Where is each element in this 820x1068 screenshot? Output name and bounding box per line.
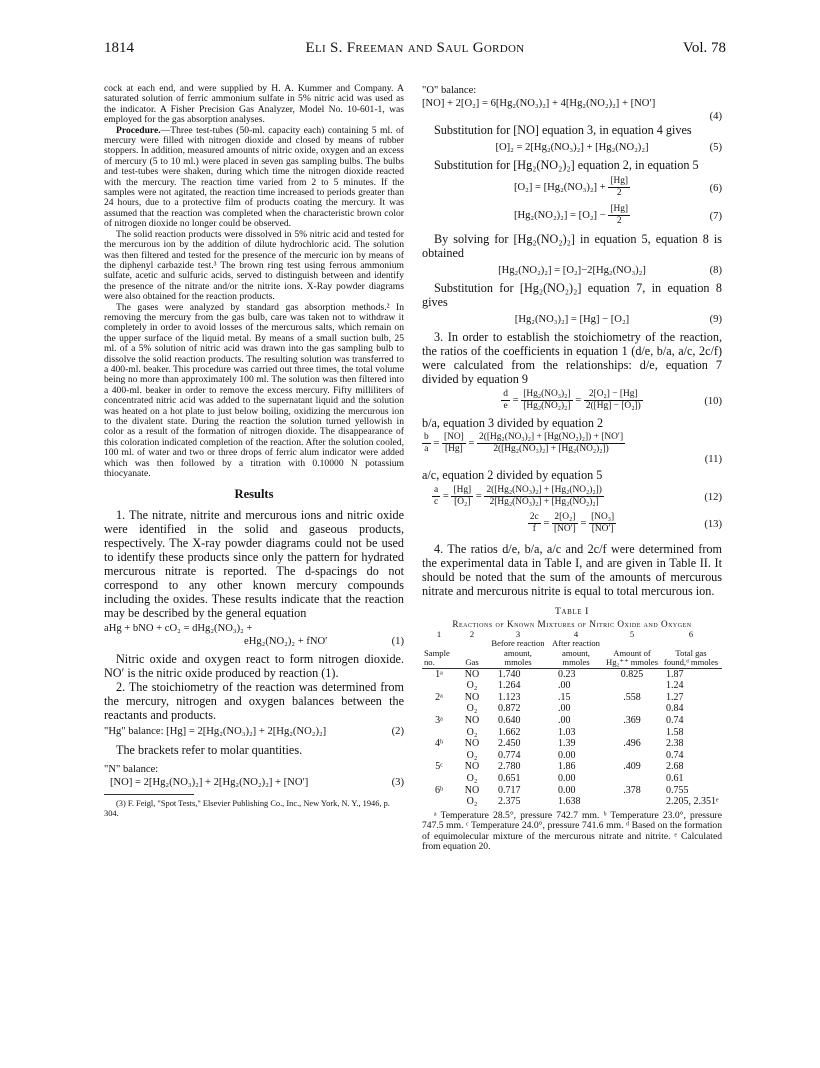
equation-5-number: (5) xyxy=(709,142,722,153)
equation-10-number: (10) xyxy=(704,396,722,407)
table-1 xyxy=(422,606,722,852)
table-cell: NO xyxy=(464,715,480,726)
equation-5-text: [O]₂ = 2[Hg₂(NO₃)₂] + [Hg₂(NO₂)₂] xyxy=(495,142,649,153)
eq13-left-den: f xyxy=(532,524,536,535)
table-cell: 1ᵃ xyxy=(435,668,443,680)
table-cell: 0.640 xyxy=(498,715,521,726)
eq11-left-fraction xyxy=(422,432,431,455)
header-gas: Gas xyxy=(465,657,479,668)
table-cell xyxy=(422,750,456,762)
equation-11-number: (11) xyxy=(704,454,722,465)
eq10-left-fraction xyxy=(501,389,510,412)
table-cell: 4ᵇ xyxy=(434,738,444,750)
table-label: Table I xyxy=(555,606,589,617)
table-cell: NO xyxy=(464,784,480,796)
eq13-middle-num: 2[O₂] xyxy=(552,512,578,524)
equation-7-fraction xyxy=(608,204,630,227)
table-cell: .15 xyxy=(558,691,571,703)
table-cell: .369 xyxy=(623,715,641,726)
eq10-right-den: 2([Hg] − [O₂]) xyxy=(585,401,641,412)
table-cell: 0.00 xyxy=(558,784,576,796)
eq12-left-den: c xyxy=(434,497,439,508)
eq12-right-den: 2[Hg₂(NO₃)₂] + [Hg₂(NO₂)₂] xyxy=(489,497,599,508)
substitution-text-3: Substitution for [Hg₂(NO₂)₂] equation 7, in equation 8 gives xyxy=(422,281,722,309)
table-cell: 1.123 xyxy=(498,691,521,703)
table-cell: O₂ xyxy=(466,680,478,692)
table-row xyxy=(422,692,722,704)
table-header-row xyxy=(422,639,722,668)
table-cell: .00 xyxy=(558,715,571,726)
table-body xyxy=(422,668,722,808)
equation-2 xyxy=(104,725,404,738)
eq12-left-fraction xyxy=(432,485,440,508)
left-column xyxy=(104,84,404,818)
equation-12-number: (12) xyxy=(704,492,722,503)
equation-1-line-a: aHg + bNO + cO₂ = dHg₂(NO₃)₂ + xyxy=(104,623,253,635)
col-num-2: 2 xyxy=(469,629,475,639)
eq12-middle-num: [Hg] xyxy=(453,485,472,496)
footnote-rule xyxy=(104,794,194,795)
table-row xyxy=(422,680,722,692)
table-cell: 1.86 xyxy=(558,761,576,773)
eq12-middle-den: [O₂] xyxy=(454,497,471,508)
header-total: Total gas found,ᵈ mmoles xyxy=(663,647,719,668)
solid-products-paragraph: The solid reaction products were dissolved in 5% nitric acid and tested for the mercurous ion by the addition of dilute hydrochloric acid. The solution was then filtered and tested for the presence of the mercuric ion by means of the diphenyl carbazide test.³ The brown ring test using ferrous ammonium sulfate, acetic and sulfuric acids, served to distinguish between and identify the presence of the nitrate and/or the nitrite ions. X-Ray powder diagrams were also obtained for the reaction products. xyxy=(104,228,404,303)
table-cell: 0.84 xyxy=(666,703,684,715)
table-row xyxy=(422,715,722,727)
col-num-5: 5 xyxy=(629,629,635,639)
eq12-middle-fraction xyxy=(451,485,473,508)
table-cell: 0.755 xyxy=(666,784,689,796)
table-cell: 0.74 xyxy=(666,715,684,726)
table-cell: 1.264 xyxy=(498,680,521,692)
table-cell: NO xyxy=(464,761,480,773)
table-row xyxy=(422,750,722,762)
table-cell xyxy=(604,680,660,692)
table-cell: NO xyxy=(464,668,480,680)
equation-4-number: (4) xyxy=(709,111,722,122)
eq11-right-fraction xyxy=(477,432,625,455)
procedure-text: —Three test-tubes (50-ml. capacity each) containing 5 ml. of mercury were filled with nitrogen dioxide and closed by means of rubber stoppers. In addition, measured amounts of nitric oxide, oxygen and an excess of mercury (5 to 10 ml.) were placed in seven gas sampling bulbs. The bulbs and test-tubes were shaken, during which time the nitrogen dioxide reacted with the mercury. The reaction time varied from 2 to 5 minutes. If the samples were not agitated, the reaction time increased to periods greater than 24 hours, due to a protective film of products coating the mercury. It was assumed that the reaction was completed when the characteristic brown color of nitrogen dioxide no longer could be observed. xyxy=(104,124,404,230)
table-cell xyxy=(604,750,660,762)
equation-6-fraction xyxy=(608,176,630,199)
table-cell: 2.68 xyxy=(666,761,684,773)
equation-13: $\frac{2c}{f}$ = $\frac{\text{2[O₂]}}{[NO']}$ = $\frac{\text{[NO₃]}}{[NO']}$ (13) xyxy=(529,512,722,535)
eq10-middle-fraction xyxy=(521,389,572,412)
eq12-left-num: a xyxy=(434,485,439,496)
running-header xyxy=(104,40,726,62)
eq11-left-den: a xyxy=(424,444,429,455)
equation-6-number: (6) xyxy=(709,183,722,194)
header-after: After reaction amount, mmoles xyxy=(552,638,600,668)
equation-3 xyxy=(104,776,404,789)
table-cell: 0.717 xyxy=(498,784,521,796)
table-cell: .378 xyxy=(623,784,641,796)
eq12-right-fraction xyxy=(484,485,604,508)
table-cell: 2.780 xyxy=(498,761,521,773)
eq11-middle-den: [Hg] xyxy=(445,444,463,455)
table-cell: 2.450 xyxy=(498,738,521,750)
equation-7-text: [Hg₂(NO₂)₂] = [O₂] − xyxy=(513,210,606,221)
table-cell: O₂ xyxy=(466,749,478,761)
table-cell: 2ᵃ xyxy=(435,691,443,703)
table-cell: 0.651 xyxy=(498,772,521,784)
results-paragraph-1b: Nitric oxide and oxygen react to form nitrogen dioxide. NO′ is the nitric oxide produced by reaction (1). xyxy=(104,652,404,681)
equation-13-number: (13) xyxy=(704,519,722,530)
equation-9-text: [Hg₂(NO₃)₂] = [Hg] − [O₂] xyxy=(514,314,630,325)
table-cell: 0.774 xyxy=(498,749,521,761)
table-cell: NO xyxy=(464,691,480,703)
equation-10: $\frac{d}{e}$ = $\frac{\text{[Hg₂(NO₃)₂]}}{\text{[Hg₂(NO₂)₂]}}$ = $\frac{\text{2[O₂] − [Hg]}}{\text{2([Hg] − [O₂])}}$ (10) xyxy=(503,389,722,412)
eq13-middle-fraction xyxy=(552,512,578,535)
table-row xyxy=(422,727,722,739)
results-paragraph-1: 1. The nitrate, nitrite and mercurous ions and nitric oxide were identified in the solid and gaseous products, respectively. The X-ray powder diagrams could not be used to identify these products since only the pattern for hydrated mercurous nitrate is reported. The d-spacings do not correspond to any other known mercury compounds including the oxides. These results indicate that the reaction may be described by the general equation xyxy=(104,508,404,621)
equation-7-number: (7) xyxy=(709,211,722,222)
table-cell: 2.205, 2.351ᵉ xyxy=(666,796,719,808)
col-num-6: 6 xyxy=(688,629,694,639)
table-cell: 1.03 xyxy=(558,726,576,738)
equation-6 xyxy=(422,176,722,200)
eq10-right-num: 2[O₂] − [Hg] xyxy=(584,389,643,401)
equation-7-denominator: 2 xyxy=(616,216,622,227)
col-num-1: 1 xyxy=(436,629,442,639)
table-cell: 0.74 xyxy=(666,749,684,761)
table-cell: 1.638 xyxy=(558,796,581,808)
equation-5 xyxy=(422,141,722,154)
ratio-b-a-text: b/a, equation 3 divided by equation 2 xyxy=(422,416,604,430)
table-row xyxy=(422,773,722,785)
table-cell: .496 xyxy=(623,738,641,750)
eq11-middle-num: [NO] xyxy=(443,432,464,443)
equation-2-number: (2) xyxy=(391,726,404,738)
table-cell xyxy=(422,727,456,739)
table-cell xyxy=(422,773,456,785)
eq13-right-num: [NO₃] xyxy=(591,512,615,523)
col-num-3: 3 xyxy=(515,629,521,639)
table-cell: 1.58 xyxy=(666,726,684,738)
ratios-paragraph: 4. The ratios d/e, b/a, a/c and 2c/f were determined from the experimental data in Table I, and are given in Table II. It should be noted that the sum of the amounts of mercurous nitrate and mercurous nitrite is equal to total mercurous ion. xyxy=(422,542,722,598)
table-row xyxy=(422,703,722,715)
eq11-middle-fraction xyxy=(442,432,466,455)
table-cell: 1.39 xyxy=(558,738,576,750)
table-cell: 3ᵃ xyxy=(435,715,443,726)
eq13-right-fraction xyxy=(589,512,616,535)
table-cell: .00 xyxy=(558,703,571,715)
table-cell: 0.23 xyxy=(558,668,576,680)
table-cell: 5ᶜ xyxy=(435,761,443,773)
equation-9 xyxy=(422,313,722,326)
table-row xyxy=(422,796,722,808)
table-cell xyxy=(604,727,660,739)
equation-7-numerator: [Hg] xyxy=(610,204,629,215)
eq11-right-den: 2([Hg₂(NO₃)₂] + [Hg₂(NO₂)₂]) xyxy=(493,444,609,455)
eq10-right-fraction xyxy=(584,389,643,412)
equation-1 xyxy=(104,622,404,648)
results-heading: Results xyxy=(234,487,274,502)
equation-3-text: [NO] = 2[Hg₂(NO₃)₂] + 2[Hg₂(NO₂)₂] + [NO′] xyxy=(110,777,309,789)
right-column xyxy=(422,84,722,852)
table-cell: 0.00 xyxy=(558,772,576,784)
substitution-text-1: Substitution for [NO] equation 3, in equation 4 gives xyxy=(434,123,692,137)
table-cell: O₂ xyxy=(466,796,478,808)
table-cell xyxy=(604,703,660,715)
table-cell: 1.27 xyxy=(666,691,684,703)
eq10-left-den: e xyxy=(503,401,508,412)
header-authors: Eli S. Freeman and Saul Gordon xyxy=(305,40,525,56)
table-1-grid xyxy=(422,630,722,808)
table-cell xyxy=(604,796,660,808)
materials-paragraph: cock at each end, and were supplied by H. A. Kummer and Company. A saturated solution of ferric ammonium sulfate in 5% nitric acid was used as the indicator. A Fisher Precision Gas Analyzer, Model No. 10-601-1, was employed for the gas absorption analyses. xyxy=(104,83,404,126)
equation-8 xyxy=(422,264,722,277)
table-cell: O₂ xyxy=(466,772,478,784)
table-row xyxy=(422,668,722,680)
stoichiometry-paragraph: 3. In order to establish the stoichiometry of the reaction, the ratios of the coefficients in equation 1 (d/e, b/a, a/c, 2c/f) were calculated from the relationships: d/e, equation 7 divided by equation 9 xyxy=(422,330,722,386)
equation-3-number: (3) xyxy=(391,777,404,789)
table-cell: 1.662 xyxy=(498,726,521,738)
equation-11: $\frac{b}{a}$ = $\frac{[NO]}{[Hg]}$ = $\frac{\text{2([Hg₂(NO₃)₂] + [Hg(NO₂)₂]) + [NO′]}}{\text{2([Hg₂(NO₃)₂] + [Hg₂(NO₂)₂])}}$ (11) xyxy=(424,432,722,465)
brackets-note: The brackets refer to molar quantities. xyxy=(116,743,303,758)
table-cell: O₂ xyxy=(466,703,478,715)
equation-6-text: [O₂] = [Hg₂(NO₃)₂] + xyxy=(513,182,606,193)
header-hg: Amount of Hg₂⁺⁺ mmoles xyxy=(606,647,658,668)
table-cell: 6ᵇ xyxy=(434,784,444,796)
table-caption: Reactions of Known Mixtures of Nitric Oxide and Oxygen xyxy=(452,619,692,629)
table-cell: O₂ xyxy=(466,726,478,738)
table-notes: ᵃ Temperature 28.5°, pressure 742.7 mm. ᵇ Temperature 23.0°, pressure 747.5 mm. ᶜ Temperature 24.0°, pressure 741.6 mm. ᵈ Based on the formation of equimolecular mixture of the mercurous nitrate and nitrite. ᵉ Calculated from equation 20. xyxy=(422,809,722,852)
procedure-paragraph xyxy=(104,126,404,230)
table-cell xyxy=(604,773,660,785)
eq13-middle-den: [NO′] xyxy=(553,524,576,535)
table-row xyxy=(422,738,722,750)
table-cell: 2.38 xyxy=(666,738,684,750)
header-sample: Sample no. xyxy=(424,647,450,668)
equation-9-number: (9) xyxy=(709,314,722,325)
equation-6-numerator: [Hg] xyxy=(610,176,629,187)
procedure-label: Procedure. xyxy=(116,124,161,136)
equation-2-text: "Hg" balance: [Hg] = 2[Hg₂(NO₃)₂] + 2[Hg₂(NO₂)₂] xyxy=(104,726,327,738)
results-paragraph-2: 2. The stoichiometry of the reaction was determined from the mercury, nitrogen and oxygen balances between the reactants and products. xyxy=(104,680,404,723)
equation-4 xyxy=(422,97,722,123)
table-cell: NO xyxy=(464,738,480,750)
equation-4-text: [NO] + 2[O₂] = 6[Hg₂(NO₃)₂] + 4[Hg₂(NO₂)₂] + [NO′] xyxy=(422,98,656,109)
table-cell: .409 xyxy=(623,761,641,773)
ratio-a-c-text: a/c, equation 2 divided by equation 5 xyxy=(422,468,603,482)
table-cell: 2.375 xyxy=(498,796,521,808)
header-before: Before reaction amount, mmoles xyxy=(491,638,545,668)
col-num-4: 4 xyxy=(573,629,579,639)
table-cell: 1.740 xyxy=(498,668,521,680)
solving-text: By solving for [Hg₂(NO₂)₂] in equation 5, equation 8 is obtained xyxy=(422,232,722,260)
equation-8-number: (8) xyxy=(709,265,722,276)
header-volume: Vol. 78 xyxy=(682,40,726,56)
table-row xyxy=(422,785,722,797)
page-number: 1814 xyxy=(104,40,134,56)
eq12-right-num: 2([Hg₂(NO₃)₂] + [Hg₂(NO₂)₂]) xyxy=(486,485,602,496)
eq13-right-den: [NO′] xyxy=(591,524,614,535)
eq10-left-num: d xyxy=(503,389,508,400)
equation-1-line-b: eHg₂(NO₂)₂ + fNO′ xyxy=(244,636,328,648)
table-cell: 1.24 xyxy=(666,680,684,692)
eq13-left-fraction xyxy=(528,512,541,535)
table-cell: 1.87 xyxy=(666,668,684,680)
table-cell xyxy=(422,680,456,692)
table-cell: 0.825 xyxy=(620,668,644,680)
table-row xyxy=(422,761,722,773)
footnote-3: (3) F. Feigl, "Spot Tests," Elsevier Publishing Co., Inc., New York, N. Y., 1946, p. 304. xyxy=(104,799,390,818)
substitution-text-2: Substitution for [Hg₂(NO₂)₂] equation 2, in equation 5 xyxy=(434,158,699,172)
eq10-middle-num: [Hg₂(NO₃)₂] xyxy=(523,389,571,400)
table-cell: .558 xyxy=(623,691,641,703)
eq10-middle-den: [Hg₂(NO₂)₂] xyxy=(523,401,571,412)
table-cell xyxy=(422,703,456,715)
equation-7 xyxy=(422,204,722,228)
eq11-right-num: 2([Hg₂(NO₃)₂] + [Hg(NO₂)₂]) + [NO′] xyxy=(479,432,624,443)
equation-6-denominator: 2 xyxy=(616,188,622,199)
table-cell: 0.61 xyxy=(666,772,684,784)
table-cell: .00 xyxy=(558,680,571,692)
table-cell: 0.00 xyxy=(558,749,576,761)
eq13-left-num: 2c xyxy=(529,512,539,523)
table-cell xyxy=(422,796,456,808)
eq11-left-num: b xyxy=(424,432,429,443)
gas-analysis-paragraph: The gases were analyzed by standard gas absorption methods.² In removing the mercury from the gas bulb, care was taken not to withdraw it completely in order to avoid losses of the mercurous salts, which remain on the upper surface of the liquid metal. By means of a small suction bulb, 25 ml. of a 5% solution of nitric acid was drawn into the gas sampling bulb to dissolve the solid reaction products. The resulting solution was transferred to a 400-ml. beaker. This procedure was carried out three times, the total volume being no more than approximately 100 ml. The solution was then filtered into a 400-ml. beaker in order to remove the excess mercury. Fifty milliliters of concentrated nitric acid was added to the supernatant liquid and the solution was heated on a hot plate to just below boiling, oxidizing the mercurous ion to the divalent state. During the reaction the solution turned yellowish in color as a result of the formation of nitrogen dioxide. The disappearance of this coloration indicated completion of the reaction. After the solution cooled, 100 ml. of water and two or three drops of ferric alum indicator were added which was then followed by a titration with 0.10000 N potassium thiocyanate. xyxy=(104,301,404,480)
o-balance-label: "O" balance: xyxy=(422,85,477,96)
equation-12: $\frac{a}{c}$ = $\frac{[Hg]}{\text{[O₂]}}$ = $\frac{\text{2([Hg₂(NO₃)₂] + [Hg₂(NO₂)₂])}}{\text{2[Hg₂(NO₃)₂] + [Hg₂(NO₂)₂]}}$ (12) xyxy=(434,485,722,508)
table-cell: 0.872 xyxy=(498,703,521,715)
n-balance-label: "N" balance: xyxy=(104,764,159,776)
equation-1-number: (1) xyxy=(391,636,404,648)
equation-8-text: [Hg₂(NO₂)₂] = [O₂]−2[Hg₂(NO₃)₂] xyxy=(498,265,646,276)
